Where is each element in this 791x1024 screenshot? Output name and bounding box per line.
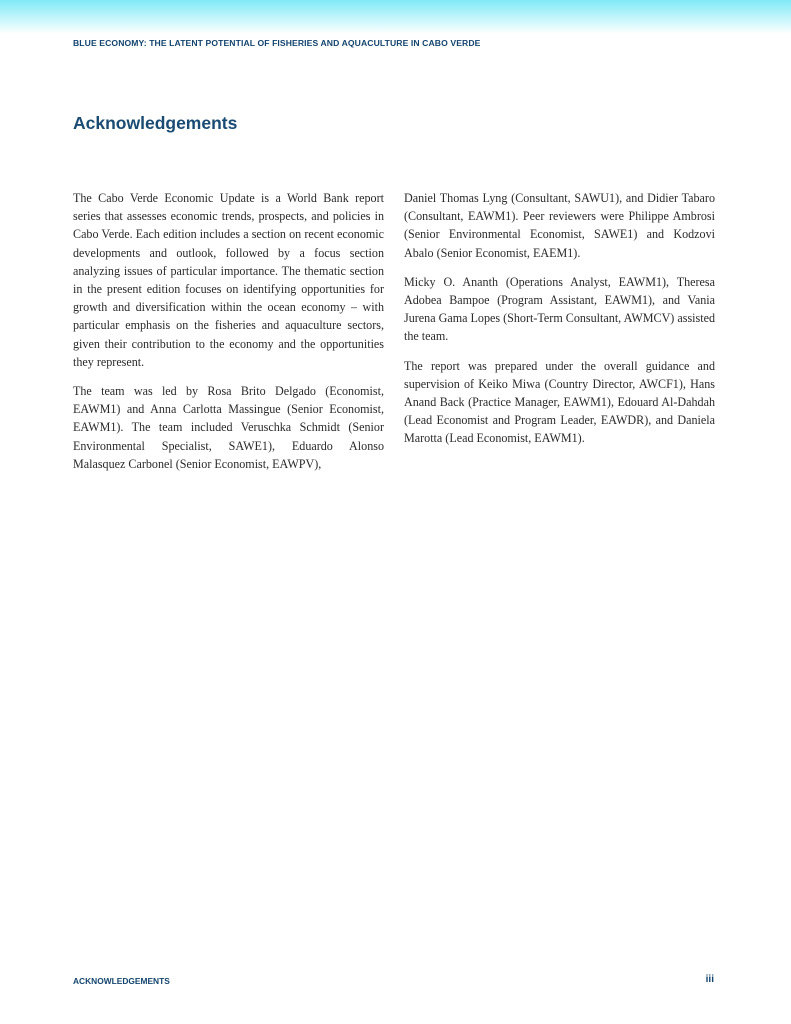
- header-color-band: [0, 0, 791, 34]
- page-number: iii: [705, 974, 714, 985]
- right-column: [404, 189, 715, 484]
- paragraph: The team was led by Rosa Brito Delgado (Economist, EAWM1) and Anna Carlotta Massingue (Senior Economist, EAWM1). The team included Veruschka Schmidt (Senior Environmental Specialist, SAWE1), Eduardo Alonso Malasquez Carbonel (Senior Economist, EAWPV),: [73, 384, 384, 471]
- paragraph: The Cabo Verde Economic Update is a World Bank report series that assesses economic trends, prospects, and policies in Cabo Verde. Each edition includes a section on recent economic developments and outlook, followed by a focus section analyzing issues of particular importance. The thematic section in the present edition focuses on identifying opportunities for growth and diversification within the ocean economy – with particular emphasis on the fisheries and aquaculture sectors, given their contribution to the economy and the opportunities they represent.: [73, 191, 384, 369]
- paragraph: Daniel Thomas Lyng (Consultant, SAWU1), and Didier Tabaro (Consultant, EAWM1). Peer reviewers were Philippe Ambrosi (Senior Environmental Economist, SAWE1) and Kodzovi Abalo (Senior Economist, EAEM1).: [404, 191, 715, 260]
- paragraph: Micky O. Ananth (Operations Analyst, EAWM1), Theresa Adobea Bampoe (Program Assistant, EAWM1), and Vania Jurena Gama Lopes (Short-Term Consultant, AWMCV) assisted the team.: [404, 274, 715, 344]
- running-footer: ACKNOWLEDGEMENTS: [73, 976, 170, 986]
- body-columns: [73, 189, 715, 484]
- page-title: Acknowledgements: [73, 113, 238, 133]
- left-column: [73, 189, 384, 484]
- paragraph: The report was prepared under the overall guidance and supervision of Keiko Miwa (Country Director, AWCF1), Hans Anand Back (Practice Manager, EAWM1), Edouard Al-Dahdah (Lead Economist and Program Leader, EAWDR), and Daniela Marotta (Lead Economist, EAWM1).: [404, 358, 715, 446]
- running-header: BLUE ECONOMY: THE LATENT POTENTIAL OF FISHERIES AND AQUACULTURE IN CABO VERDE: [73, 38, 481, 48]
